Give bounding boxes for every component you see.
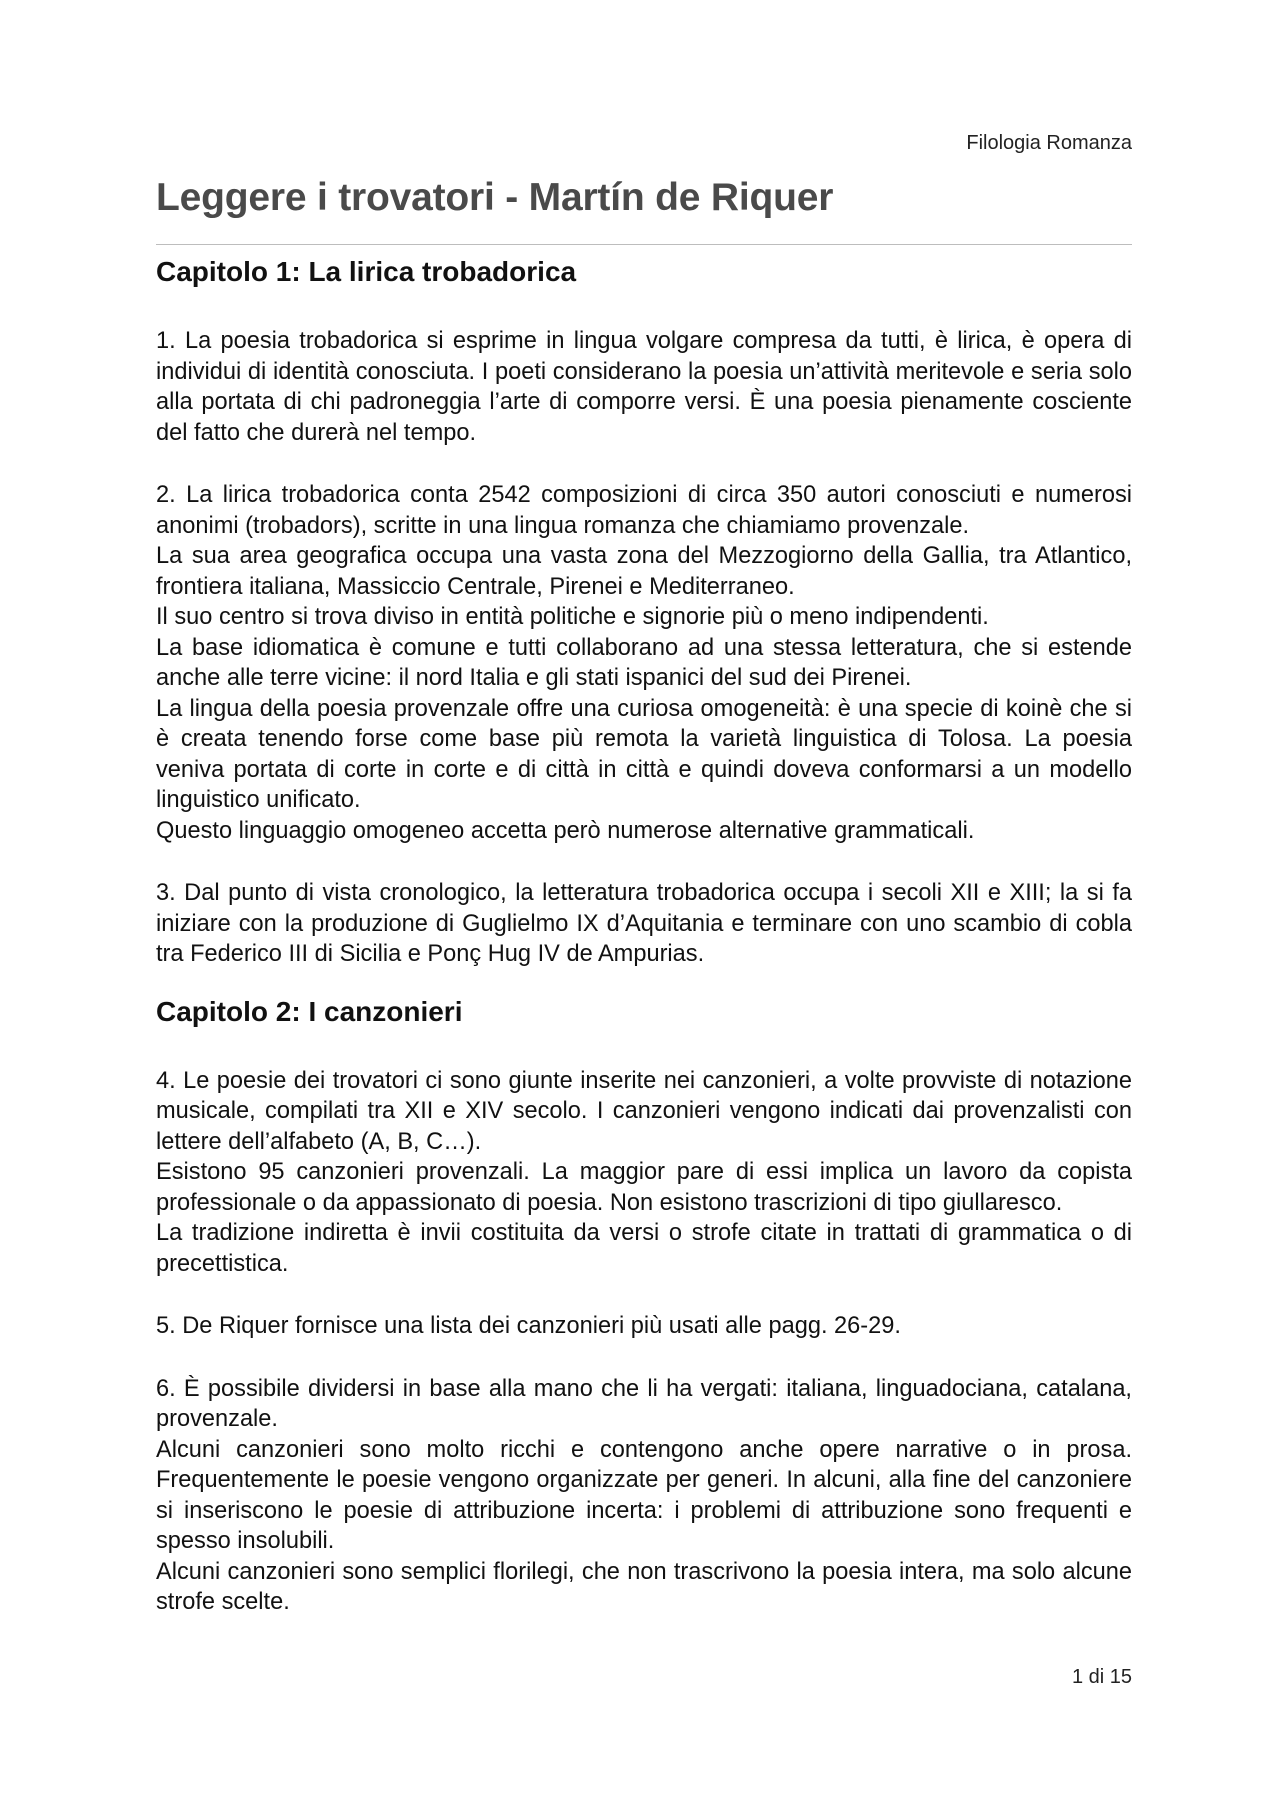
chapter-2 <box>156 992 1132 1618</box>
paragraph: Alcuni canzonieri sono molto ricchi e contengono anche opere narrative o in prosa. Frequentemente le poesie vengono organizzate per generi. In alcuni, alla fine del canzoniere si inseriscono le poesie di attribuzione incerta: i problemi di attribuzione sono frequenti e spesso insolubili. <box>156 1436 1132 1554</box>
paragraph: Alcuni canzonieri sono semplici florilegi, che non trascrivono la poesia intera, ma solo alcune strofe scelte. <box>156 1558 1132 1615</box>
section-5 <box>156 1311 1132 1342</box>
chapter-1 <box>156 252 1132 970</box>
course-label: Filologia Romanza <box>966 132 1132 154</box>
paragraph: 1. La poesia trobadorica si esprime in lingua volgare compresa da tutti, è lirica, è opera di individui di identità conosciuta. I poeti considerano la poesia un’attività meritevole e seria solo alla portata di chi padroneggia l’arte di comporre versi. È una poesia pienamente cosciente del fatto che durerà nel tempo. <box>156 328 1132 446</box>
page-number: 1 di 15 <box>1071 1666 1132 1688</box>
paragraph: La base idiomatica è comune e tutti collaborano ad una stessa letteratura, che si estende anche alle terre vicine: il nord Italia e gli stati ispanici del sud dei Pirenei. <box>156 634 1132 691</box>
paragraph: Questo linguaggio omogeneo accetta però numerose alternative grammaticali. <box>156 817 975 844</box>
paragraph: La sua area geografica occupa una vasta zona del Mezzogiorno della Gallia, tra Atlantico, frontiera italiana, Massiccio Centrale, Pirenei e Mediterraneo. <box>156 543 1132 600</box>
document-body <box>156 252 1132 1618</box>
section-2 <box>156 480 1132 846</box>
paragraph: La lingua della poesia provenzale offre una curiosa omogeneità: è una specie di koinè che si è creata tenendo forse come base più remota la varietà linguistica di Tolosa. La poesia veniva portata di corte in corte e di città in città e quindi doveva conformarsi a un modello linguistico unificato. <box>156 695 1132 813</box>
section-1 <box>156 326 1132 448</box>
document-title: Leggere i trovatori - Martín de Riquer <box>156 176 834 219</box>
section-6 <box>156 1374 1132 1618</box>
chapter-heading: Capitolo 2: I canzonieri <box>156 995 463 1027</box>
paragraph: Esistono 95 canzonieri provenzali. La maggior pare di essi implica un lavoro da copista professionale o da appassionato di poesia. Non esistono trascrizioni di tipo giullaresco. <box>156 1159 1132 1216</box>
paragraph: 2. La lirica trobadorica conta 2542 composizioni di circa 350 autori conosciuti e numerosi anonimi (trobadors), scritte in una lingua romanza che chiamiamo provenzale. <box>156 482 1132 539</box>
chapter-heading: Capitolo 1: La lirica trobadorica <box>156 256 577 287</box>
paragraph: 3. Dal punto di vista cronologico, la letteratura trobadorica occupa i secoli XII e XIII; la si fa iniziare con la produzione di Guglielmo IX d’Aquitania e terminare con uno scambio di cobla tra Federico III di Sicilia e Ponç Hug IV de Ampurias. <box>156 880 1132 967</box>
title-divider <box>156 244 1132 245</box>
paragraph: Il suo centro si trova diviso in entità politiche e signorie più o meno indipendenti. <box>156 604 989 630</box>
paragraph: La tradizione indiretta è invii costituita da versi o strofe citate in trattati di grammatica o di precettistica. <box>156 1220 1132 1277</box>
paragraph: 6. È possibile dividersi in base alla mano che li ha vergati: italiana, linguadociana, catalana, provenzale. <box>156 1375 1132 1432</box>
section-4 <box>156 1066 1132 1280</box>
section-3 <box>156 878 1132 970</box>
paragraph: 5. De Riquer fornisce una lista dei canzonieri più usati alle pagg. 26-29. <box>156 1313 901 1339</box>
paragraph: 4. Le poesie dei trovatori ci sono giunte inserite nei canzonieri, a volte provviste di notazione musicale, compilati tra XII e XIV secolo. I canzonieri vengono indicati dai provenzalisti con lettere dell’alfabeto (A, B, C…). <box>156 1067 1132 1155</box>
